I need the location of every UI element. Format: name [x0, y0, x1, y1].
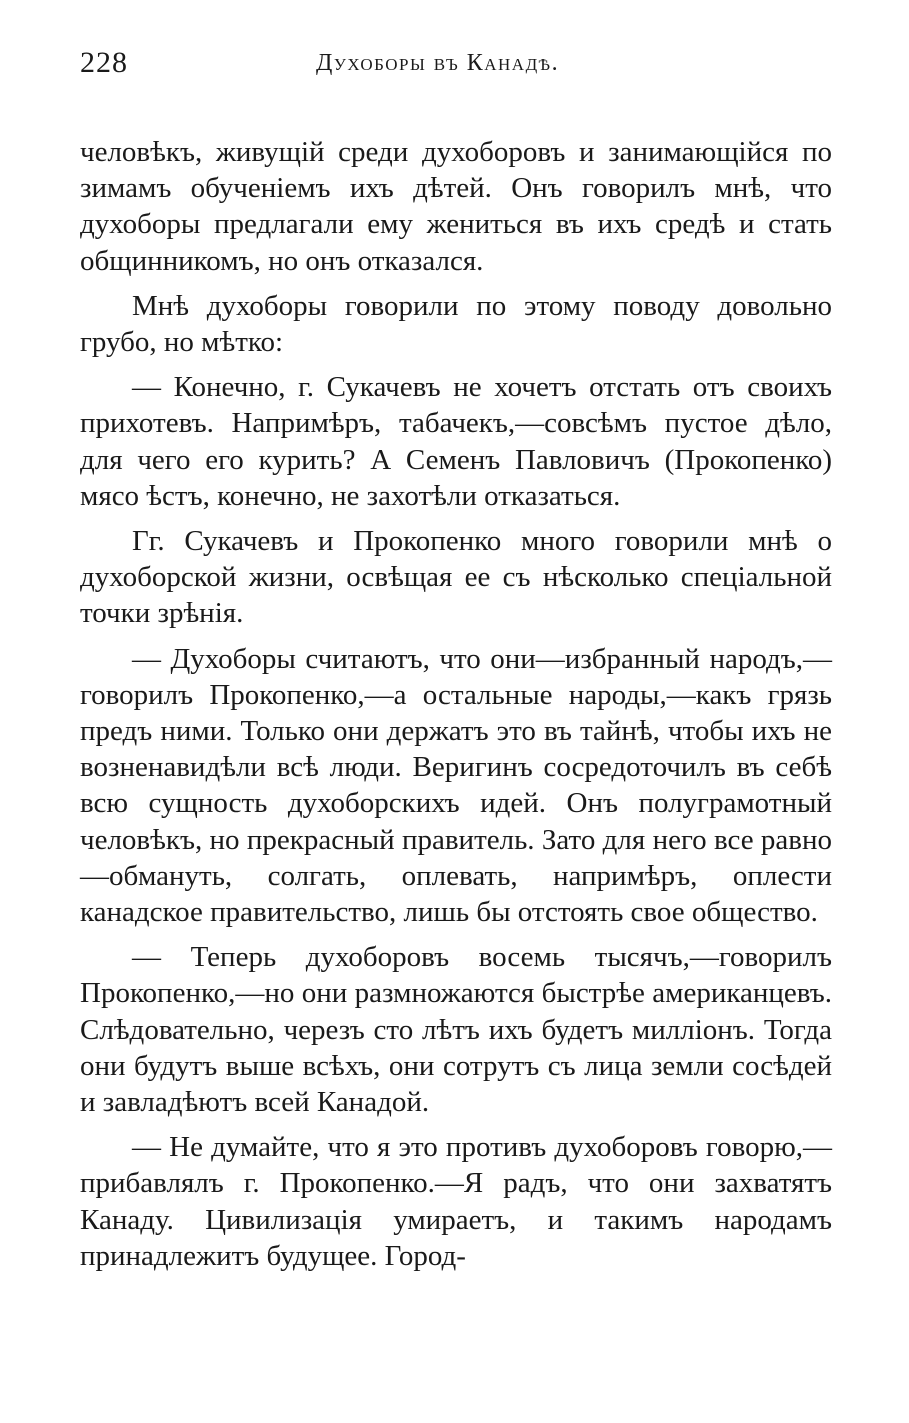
book-page [80, 40, 832, 1283]
paragraph-1: человѣкъ, живущій среди духоборовъ и занимающійся по зимамъ обученіемъ ихъ дѣтей. Онъ говорилъ мнѣ, что духоборы предлагали ему жениться въ ихъ средѣ и стать общинникомъ, но онъ отказался. [80, 136, 832, 277]
paragraph-5: — Духоборы считаютъ, что они—избранный народъ,—говорилъ Прокопенко,—а остальные народы,—какъ грязь предъ ними. Только они держатъ это въ тайнѣ, чтобы ихъ не возненавидѣли всѣ люди. Веригинъ сосредоточилъ въ себѣ всю сущность духоборскихъ идей. Онъ полуграмотный человѣкъ, но прекрасный правитель. Зато для него все равно—обмануть, солгать, оплевать, напримѣръ, оплести канадское правительство, лишь бы отстоять свое общество. [80, 642, 832, 929]
paragraph-7: — Не думайте, что я это противъ духоборовъ говорю,—прибавлялъ г. Прокопенко.—Я радъ, что они захватятъ Канаду. Цивилизація умираетъ, и такимъ народамъ принадлежитъ будущее. Город- [80, 1131, 832, 1272]
page-number: 228 [80, 46, 128, 79]
running-title: Духоборы въ Канадѣ. [316, 50, 560, 76]
paragraph-2: Мнѣ духоборы говорили по этому поводу довольно грубо, но мѣтко: [80, 289, 832, 359]
paragraph-3: — Конечно, г. Сукачевъ не хочетъ отстать отъ своихъ прихотевъ. Напримѣръ, табачекъ,—совсѣмъ пустое дѣло, для чего его курить? А Семенъ Павловичъ (Прокопенко) мясо ѣстъ, конечно, не захотѣли отказаться. [80, 371, 832, 512]
body-text [80, 134, 832, 1274]
paragraph-4: Гг. Сукачевъ и Прокопенко много говорили мнѣ о духоборской жизни, освѣщая ее съ нѣсколько спеціальной точки зрѣнія. [80, 525, 832, 630]
page-header [80, 40, 832, 84]
paragraph-6: — Теперь духоборовъ восемь тысячъ,—говорилъ Прокопенко,—но они размножаются быстрѣе американцевъ. Слѣдовательно, черезъ сто лѣтъ ихъ будетъ милліонъ. Тогда они будутъ выше всѣхъ, они сотрутъ съ лица земли сосѣдей и завладѣютъ всей Канадой. [80, 941, 832, 1119]
